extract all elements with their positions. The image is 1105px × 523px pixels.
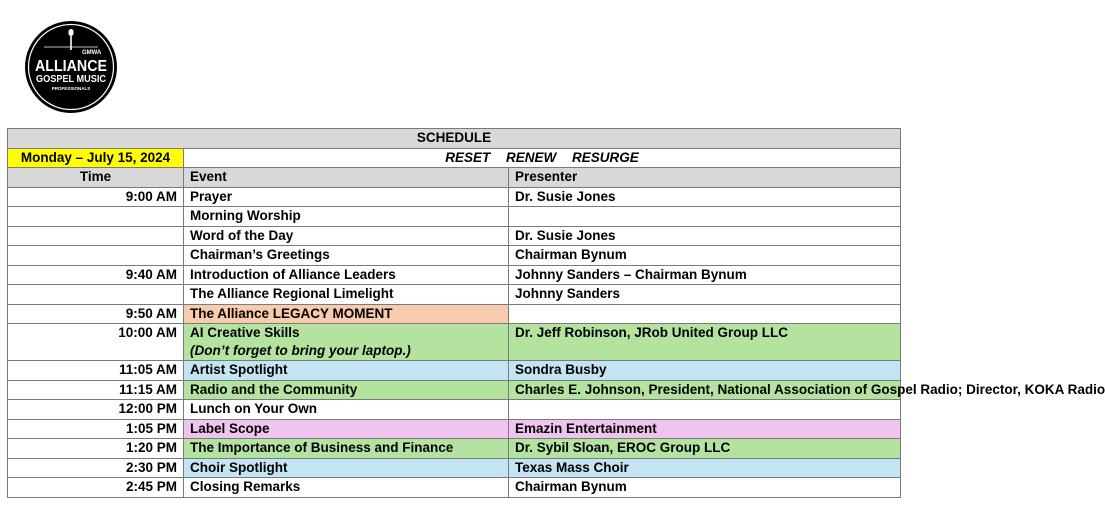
row-presenter: Dr. Sybil Sloan, EROC Group LLC (509, 439, 901, 459)
row-presenter: Sondra Busby (509, 361, 901, 381)
row-event: The Alliance LEGACY MOMENT (184, 304, 509, 324)
row-presenter (509, 207, 901, 227)
row-event: Choir Spotlight (184, 458, 509, 478)
row-event: Morning Worship (184, 207, 509, 227)
row-time: 10:00 AM (8, 324, 184, 361)
table-row (8, 246, 901, 266)
row-time: 9:40 AM (8, 265, 184, 285)
row-presenter: Johnny Sanders – Chairman Bynum (509, 265, 901, 285)
row-presenter: Dr. Susie Jones (509, 187, 901, 207)
table-row (8, 226, 901, 246)
logo-main-text: ALLIANCE (35, 58, 108, 75)
row-presenter (509, 400, 901, 420)
row-time: 2:45 PM (8, 478, 184, 498)
row-event: Word of the Day (184, 226, 509, 246)
row-time: 12:00 PM (8, 400, 184, 420)
row-presenter: Dr. Susie Jones (509, 226, 901, 246)
row-time: 9:00 AM (8, 187, 184, 207)
row-time: 11:05 AM (8, 361, 184, 381)
schedule-theme: RESET RENEW RESURGE (184, 148, 901, 168)
table-row (8, 478, 901, 498)
row-presenter: Chairman Bynum (509, 246, 901, 266)
row-event: Radio and the Community (184, 380, 509, 400)
table-row (8, 265, 901, 285)
header-presenter: Presenter (509, 168, 901, 188)
schedule-date: Monday – July 15, 2024 (8, 148, 184, 168)
schedule-title: SCHEDULE (8, 129, 901, 149)
row-presenter: Texas Mass Choir (509, 458, 901, 478)
row-presenter: Johnny Sanders (509, 285, 901, 305)
row-time: 11:15 AM (8, 380, 184, 400)
row-event: The Importance of Business and Finance (184, 439, 509, 459)
table-row (8, 304, 901, 324)
row-event: AI Creative Skills (190, 325, 300, 340)
table-row (8, 285, 901, 305)
table-row (8, 187, 901, 207)
row-event: Lunch on Your Own (184, 400, 509, 420)
column-header-row (8, 168, 901, 188)
table-row (8, 380, 901, 400)
table-row (8, 419, 901, 439)
schedule-table (7, 128, 1105, 498)
row-presenter: Charles E. Johnson, President, National Association of Gospel Radio; Director, KOKA Radio (509, 380, 901, 400)
row-presenter (509, 304, 901, 324)
row-event: Closing Remarks (184, 478, 509, 498)
row-presenter: Chairman Bynum (509, 478, 901, 498)
row-event: Introduction of Alliance Leaders (184, 265, 509, 285)
row-event-cell (184, 324, 509, 361)
row-time: 2:30 PM (8, 458, 184, 478)
logo-sub-text: GOSPEL MUSIC (36, 74, 106, 85)
row-presenter: Dr. Jeff Robinson, JRob United Group LLC (509, 324, 901, 361)
row-presenter: Emazin Entertainment (509, 419, 901, 439)
row-time (8, 285, 184, 305)
table-row (8, 400, 901, 420)
row-event-note: (Don’t forget to bring your laptop.) (190, 343, 411, 358)
alliance-logo (24, 20, 118, 114)
logo-bottom-text: PROFESSIONALS (51, 86, 91, 91)
row-event: Prayer (184, 187, 509, 207)
date-theme-row (8, 148, 901, 168)
header-event: Event (184, 168, 509, 188)
row-event: Label Scope (184, 419, 509, 439)
table-row (8, 439, 901, 459)
row-time: 1:05 PM (8, 419, 184, 439)
table-row (8, 458, 901, 478)
logo-top-text: GMWA (82, 50, 102, 56)
row-event: Artist Spotlight (184, 361, 509, 381)
table-row (8, 207, 901, 227)
row-event: Chairman’s Greetings (184, 246, 509, 266)
row-time: 9:50 AM (8, 304, 184, 324)
row-time (8, 207, 184, 227)
table-row (8, 361, 901, 381)
row-time (8, 226, 184, 246)
row-event: The Alliance Regional Limelight (184, 285, 509, 305)
row-time (8, 246, 184, 266)
row-time: 1:20 PM (8, 439, 184, 459)
table-row (8, 324, 901, 361)
header-time: Time (8, 168, 184, 188)
schedule-title-row (8, 129, 901, 149)
